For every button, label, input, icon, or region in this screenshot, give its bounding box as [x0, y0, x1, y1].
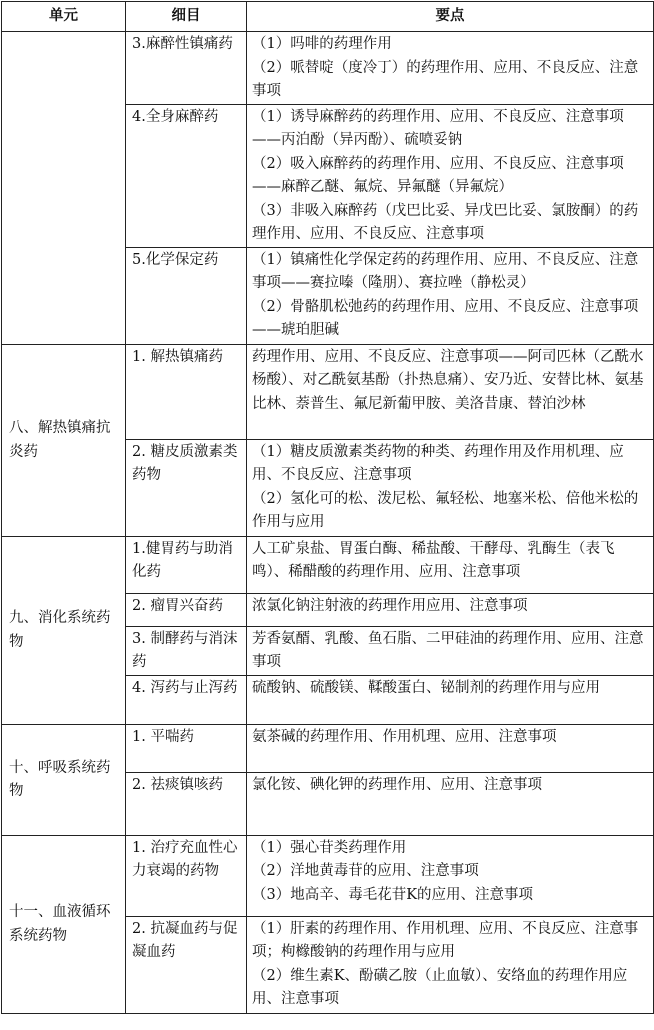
header-unit: 单元: [2, 2, 126, 32]
keypoint-line: （2）维生素K、酚磺乙胺（止血敏）、安络血的药理作用应用、注意事项: [252, 967, 628, 1007]
keypoint-line: 芳香氨醑、乳酸、鱼石脂、二甲硅油的药理作用、应用、注意事项: [252, 630, 644, 670]
keypoint-line: （1）吗啡的药理作用: [252, 36, 392, 52]
keypoint-line: （2）骨骼肌松弛药的药理作用、应用、不良反应、注意事项——琥珀胆碱: [252, 298, 639, 338]
table-row: [2, 724, 654, 772]
keypoint-line: 硫酸钠、硫酸镁、鞣酸蛋白、铋制剂的药理作用与应用: [252, 679, 600, 696]
keypoints-cell: [247, 724, 654, 772]
table-row: [2, 32, 654, 105]
keypoint-line: （1）强心苷类药理作用: [252, 839, 407, 856]
table-row: [2, 344, 654, 439]
table-header-row: [2, 2, 654, 32]
keypoints-cell: [247, 344, 654, 439]
subitem-cell: 4.全身麻醉药: [126, 104, 247, 247]
subitem-cell: 4. 泻药与止泻药: [126, 675, 247, 724]
keypoints-cell: [247, 247, 654, 344]
table-row: [2, 536, 654, 593]
keypoint-line: （2）洋地黄毒苷的应用、注意事项: [252, 863, 479, 879]
keypoint-line: 人工矿泉盐、胃蛋白酶、稀盐酸、干酵母、乳酶生（表飞鸣）、稀醋酸的药理作用、应用、注意事项: [252, 540, 615, 580]
subitem-cell: 5.化学保定药: [126, 247, 247, 344]
subitem-cell: 1. 治疗充血性心力衰竭的药物: [126, 835, 247, 916]
keypoint-line: （2）氢化可的松、泼尼松、氟轻松、地塞米松、倍他米松的作用与应用: [252, 490, 639, 530]
keypoints-cell: [247, 675, 654, 724]
keypoint-line: （1）肝素的药理作用、作用机理、应用、不良反应、注意事项；枸橼酸钠的药理作用与应用: [252, 920, 639, 960]
keypoint-line: 药理作用、应用、不良反应、注意事项——阿司匹林（乙酰水杨酸）、对乙酰氨基酚（扑热息痛）、安乃近、安替比林、氨基比林、萘普生、氟尼新葡甲胺、美洛昔康、替泊沙林: [252, 348, 644, 412]
keypoint-line: （3）地高辛、毒毛花苷K的应用、注意事项: [252, 886, 534, 903]
subitem-cell: 2. 糖皮质激素类药物: [126, 439, 247, 536]
subitem-cell: 2. 瘤胃兴奋药: [126, 593, 247, 626]
subitem-cell: 2. 抗凝血药与促凝血药: [126, 916, 247, 1013]
subitem-cell: 1. 解热镇痛药: [126, 344, 247, 439]
keypoints-cell: [247, 104, 654, 247]
subitem-cell: 2. 祛痰镇咳药: [126, 772, 247, 835]
keypoints-cell: [247, 772, 654, 835]
keypoints-cell: [247, 626, 654, 675]
unit-cell: 九、消化系统药物: [2, 536, 126, 724]
unit-cell: [2, 32, 126, 345]
keypoints-cell: [247, 835, 654, 916]
keypoint-line: （2）吸入麻醉药的药理作用、应用、不良反应、注意事项——麻醉乙醚、氟烷、异氟醚（异氟烷）: [252, 155, 624, 195]
keypoint-line: （1）糖皮质激素类药物的种类、药理作用及作用机理、应用、不良反应、注意事项: [252, 443, 624, 483]
keypoint-line: （2）哌替啶（度冷丁）的药理作用、应用、不良反应、注意事项: [252, 59, 639, 99]
keypoint-line: （3）非吸入麻醉药（戊巴比妥、异戊巴比妥、氯胺酮）的药理作用、应用、不良反应、注意事项: [252, 202, 639, 242]
subitem-cell: 1. 平喘药: [126, 724, 247, 772]
keypoints-cell: [247, 32, 654, 105]
header-subitem: 细目: [126, 2, 247, 32]
subitem-cell: 3. 制酵药与消沫药: [126, 626, 247, 675]
unit-cell: 十一、血液循环系统药物: [2, 835, 126, 1013]
keypoints-cell: [247, 536, 654, 593]
unit-cell: 十、呼吸系统药物: [2, 724, 126, 835]
subitem-cell: 3.麻醉性镇痛药: [126, 32, 247, 105]
keypoint-line: 氨茶碱的药理作用、作用机理、应用、注意事项: [252, 728, 557, 745]
keypoint-line: 浓氯化钠注射液的药理作用应用、注意事项: [252, 597, 528, 614]
unit-cell: 八、解热镇痛抗炎药: [2, 344, 126, 536]
header-keypoints: 要点: [247, 2, 654, 32]
subitem-cell: 1.健胃药与助消化药: [126, 536, 247, 593]
keypoints-cell: [247, 593, 654, 626]
keypoints-cell: [247, 439, 654, 536]
keypoints-cell: [247, 916, 654, 1013]
syllabus-table: [1, 1, 654, 1014]
keypoint-line: （1）镇痛性化学保定药的药理作用、应用、不良反应、注意事项——赛拉嗪（隆朋）、赛拉唑（静松灵）: [252, 251, 639, 291]
keypoint-line: （1）诱导麻醉药的药理作用、应用、不良反应、注意事项——丙泊酚（异丙酚）、硫喷妥钠: [252, 108, 624, 148]
table-row: [2, 835, 654, 916]
keypoint-line: 氯化铵、碘化钾的药理作用、应用、注意事项: [252, 776, 542, 793]
